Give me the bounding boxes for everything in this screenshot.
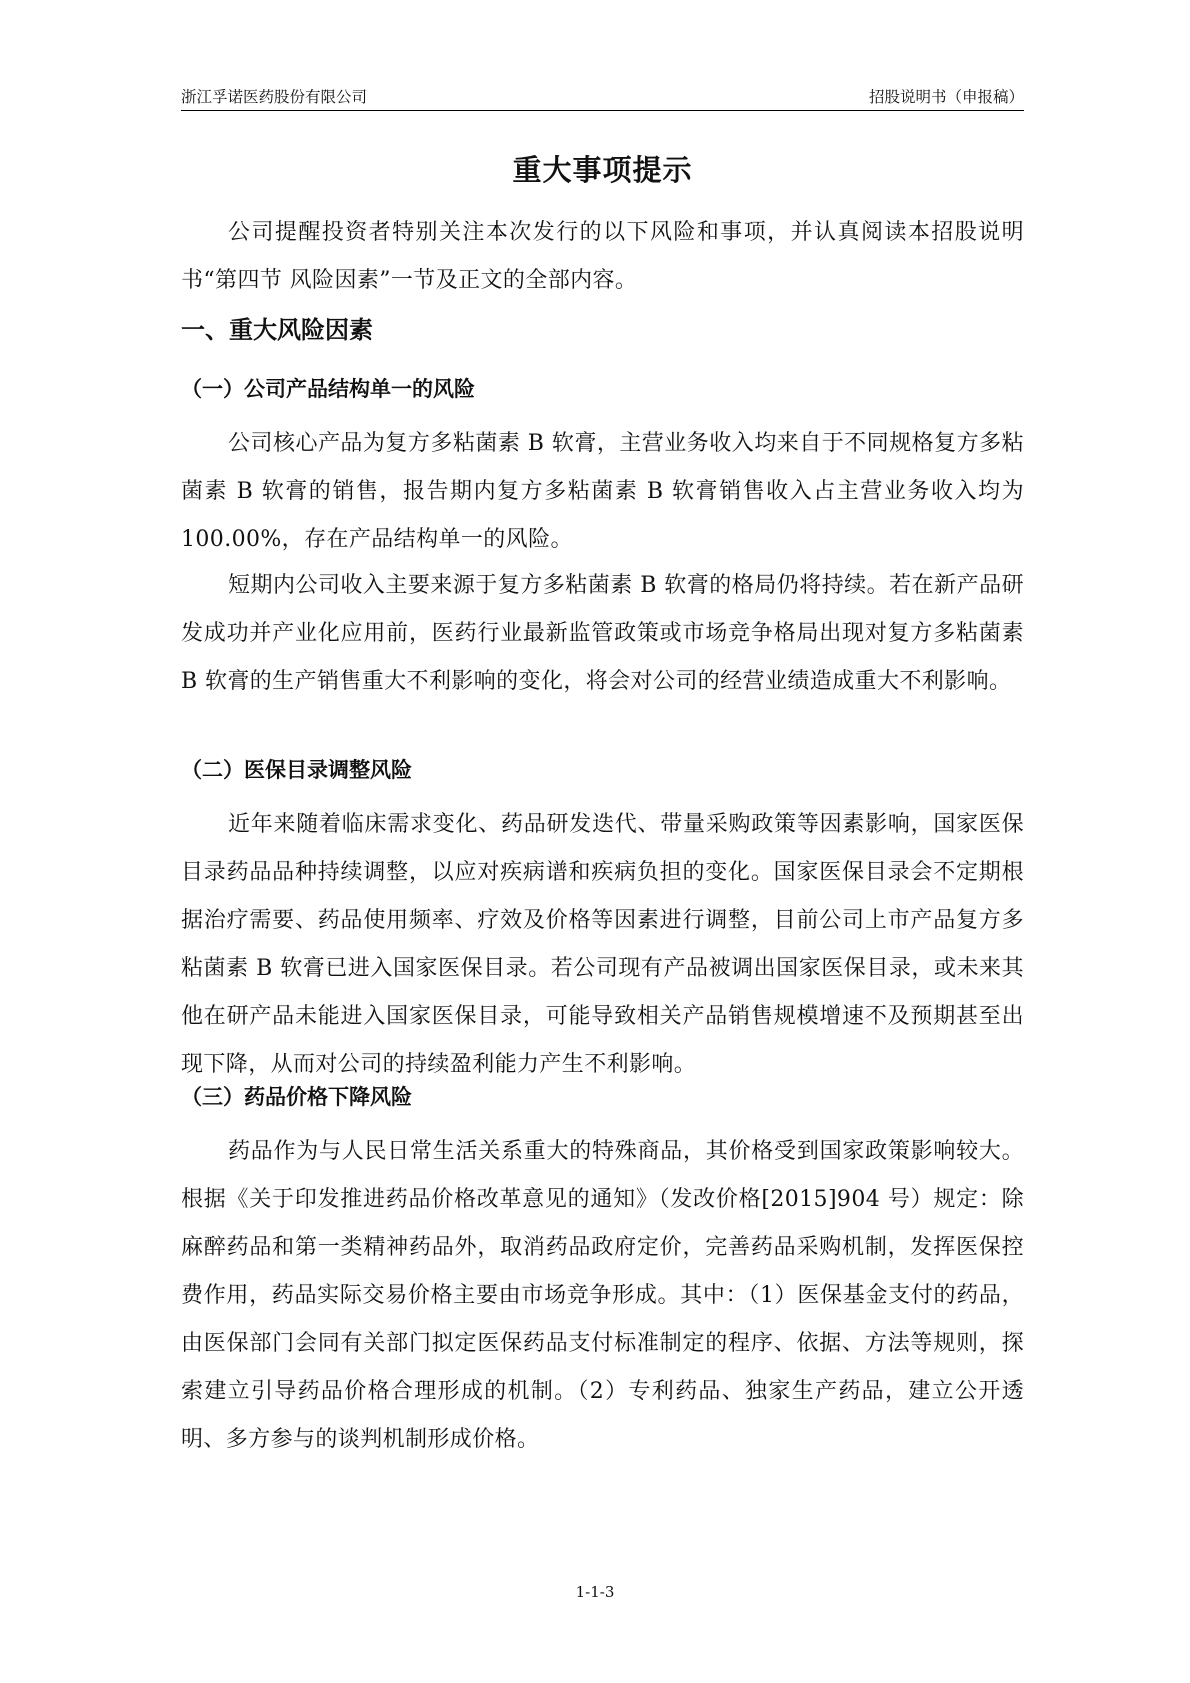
section-heading-major-risks: 一、重大风险因素 — [181, 316, 373, 344]
paragraph-price-decline: 药品作为与人民日常生活关系重大的特殊商品，其价格受到国家政策影响较大。根据《关于印发推进药品价格改革意见的通知》（发改价格[2015]904 号）规定：除麻醉药品和第一类精神药品外，取消药品政府定价，完善药品采购机制，发挥医保控费作用，药品实际交易价格主要由市场竞争形成。其中：（1）医保基金支付的药品，由医保部门会同有关部门拟定医保药品支付标准制定的程序、依据、方法等规则，探索建立引导药品价格合理形成的机制。（2）专利药品、独家生产药品，建立公开透明、多方参与的谈判机制形成价格。 — [181, 1139, 1024, 1452]
header-company-name: 浙江孚诺医药股份有限公司 — [181, 88, 368, 106]
paragraph-insurance-catalog: 近年来随着临床需求变化、药品研发迭代、带量采购政策等因素影响，国家医保目录药品品种持续调整，以应对疾病谱和疾病负担的变化。国家医保目录会不定期根据治疗需要、药品使用频率、疗效及价格等因素进行调整，目前公司上市产品复方多粘菌素 B 软膏已进入国家医保目录。若公司现有产品被调出国家医保目录，或未来其他在研产品未能进入国家医保目录，可能导致相关产品销售规模增速不及预期甚至出现下降，从而对公司的持续盈利能力产生不利影响。 — [181, 812, 1024, 1077]
header-document-type: 招股说明书（申报稿） — [868, 88, 1024, 106]
page-number: 1-1-3 — [575, 1583, 615, 1601]
page-header — [181, 84, 1024, 111]
subsection-heading-price-decline: （三）药品价格下降风险 — [181, 1085, 412, 1109]
page-title: 重大事项提示 — [512, 153, 693, 187]
subsection-heading-product-structure: （一）公司产品结构单一的风险 — [181, 377, 475, 401]
intro-paragraph: 公司提醒投资者特别关注本次发行的以下风险和事项，并认真阅读本招股说明书“第四节 风险因素”一节及正文的全部内容。 — [181, 220, 1024, 293]
subsection-heading-insurance-catalog: （二）医保目录调整风险 — [181, 758, 412, 782]
paragraph-product-structure-1: 公司核心产品为复方多粘菌素 B 软膏，主营业务收入均来自于不同规格复方多粘菌素 B 软膏的销售，报告期内复方多粘菌素 B 软膏销售收入占主营业务收入均为 100.00%，存在产品结构单一的风险。 — [181, 431, 1024, 552]
paragraph-product-structure-2: 短期内公司收入主要来源于复方多粘菌素 B 软膏的格局仍将持续。若在新产品研发成功并产业化应用前，医药行业最新监管政策或市场竞争格局出现对复方多粘菌素 B 软膏的生产销售重大不利影响的变化，将会对公司的经营业绩造成重大不利影响。 — [181, 573, 1024, 694]
